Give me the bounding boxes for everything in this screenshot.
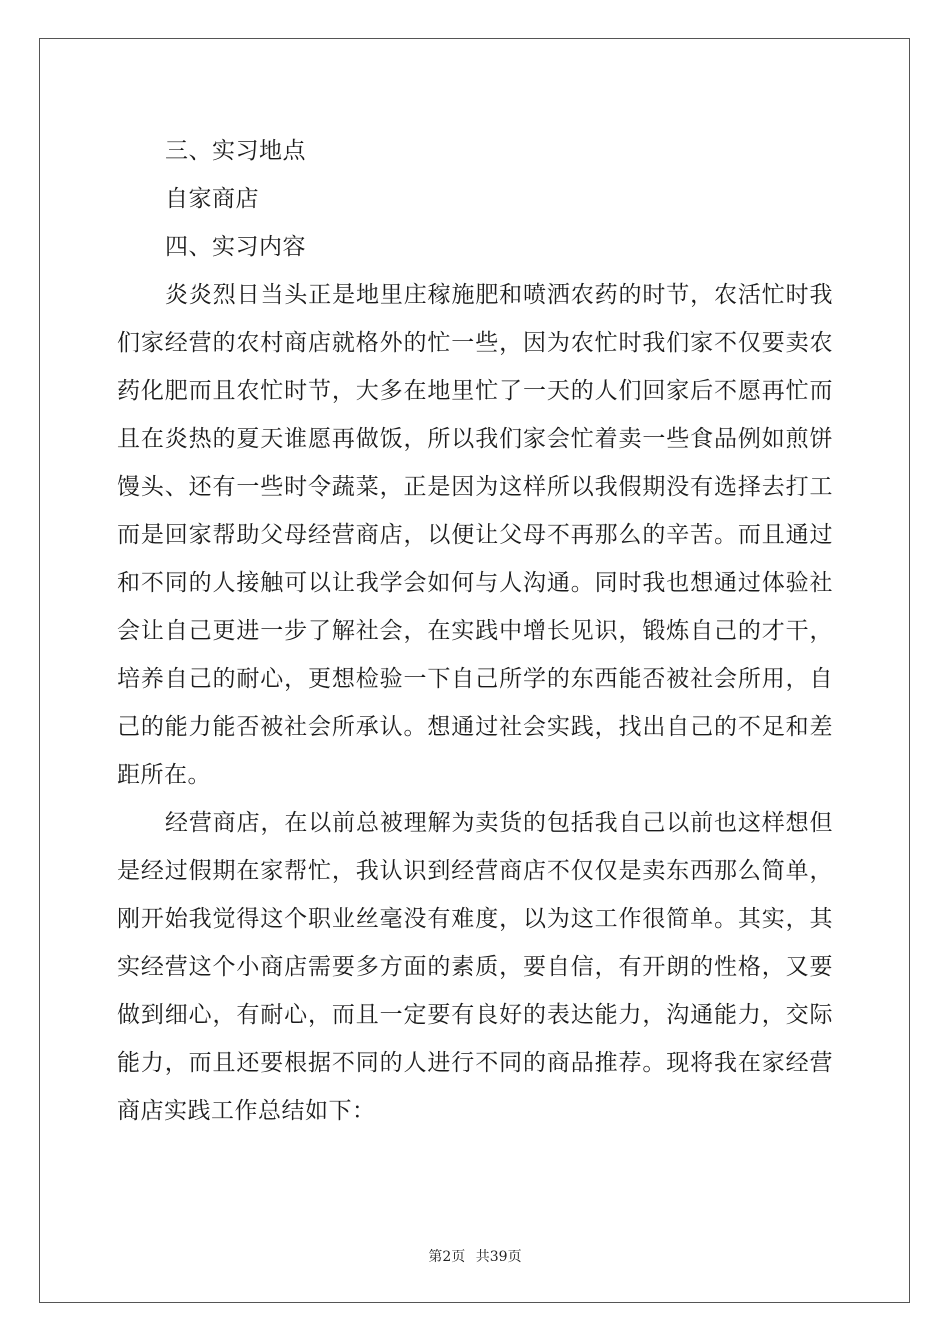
- paragraph-2: 经营商店，在以前总被理解为卖货的包括我自己以前也这样想但是经过假期在家帮忙，我认识到经营商店不仅仅是卖东西那么简单，刚开始我觉得这个职业丝毫没有难度，以为这工作很简单。其实，其实经营这个小商店需要多方面的素质，要自信，有开朗的性格，又要做到细心，有耐心，而且一定要有良好的表达能力，沟通能力，交际能力，而且还要根据不同的人进行不同的商品推荐。现将我在家经营商店实践工作总结如下：: [117, 810, 833, 1124]
- section-heading-location: 三、实习地点: [165, 138, 306, 164]
- page-number: 第2页: [428, 1249, 466, 1265]
- section-heading-content: 四、实习内容: [165, 234, 306, 260]
- page-total: 共39页: [475, 1249, 522, 1265]
- document-body: [117, 127, 833, 1135]
- paragraph-1: 炎炎烈日当头正是地里庄稼施肥和喷洒农药的时节，农活忙时我们家经营的农村商店就格外的忙一些，因为农忙时我们家不仅要卖农药化肥而且农忙时节，大多在地里忙了一天的人们回家后不愿再忙而且在炎热的夏天谁愿再做饭，所以我们家会忙着卖一些食品例如煎饼馒头、还有一些时令蔬菜，正是因为这样所以我假期没有选择去打工而是回家帮助父母经营商店，以便让父母不再那么的辛苦。而且通过和不同的人接触可以让我学会如何与人沟通。同时我也想通过体验社会让自己更进一步了解社会，在实践中增长见识，锻炼自己的才干，培养自己的耐心，更想检验一下自己所学的东西能否被社会所用，自己的能力能否被社会所承认。想通过社会实践，找出自己的不足和差距所在。: [117, 282, 833, 788]
- page-footer: [0, 1246, 950, 1266]
- location-text: 自家商店: [165, 186, 259, 212]
